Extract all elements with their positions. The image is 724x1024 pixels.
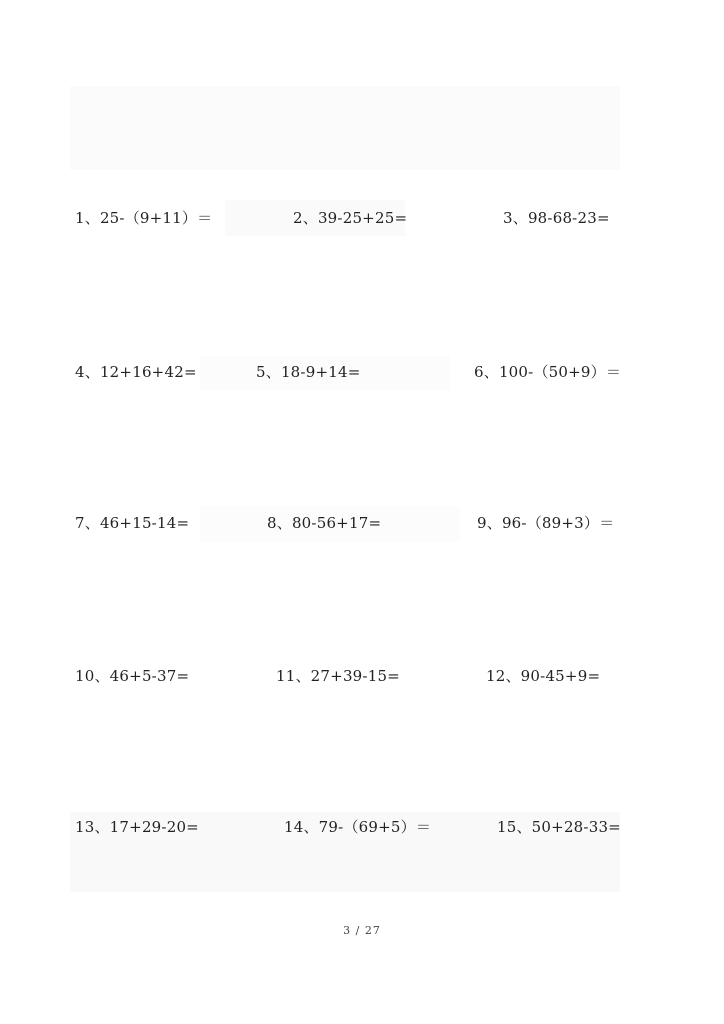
math-problem: 7、46+15-14= bbox=[75, 514, 190, 532]
problem-row bbox=[0, 815, 724, 839]
math-problem: 9、96-（89+3）＝ bbox=[477, 514, 615, 532]
math-problem: 2、39-25+25= bbox=[293, 209, 408, 227]
problem-row bbox=[0, 664, 724, 688]
faint-background-band bbox=[70, 86, 620, 170]
page-number: 3 / 27 bbox=[343, 924, 381, 937]
math-problem: 14、79-（69+5）＝ bbox=[284, 818, 432, 836]
math-problem: 8、80-56+17= bbox=[267, 514, 382, 532]
math-problem: 4、12+16+42= bbox=[75, 363, 197, 381]
math-problem: 12、90-45+9= bbox=[486, 667, 601, 685]
math-problem: 13、17+29-20= bbox=[75, 818, 199, 836]
problem-row bbox=[0, 511, 724, 535]
math-problem: 5、18-9+14= bbox=[256, 363, 361, 381]
math-problem: 1、25-（9+11）＝ bbox=[75, 209, 213, 227]
math-problem: 6、100-（50+9）＝ bbox=[474, 363, 622, 381]
math-problem: 11、27+39-15= bbox=[276, 667, 400, 685]
problem-row bbox=[0, 360, 724, 384]
math-problem: 15、50+28-33= bbox=[497, 818, 621, 836]
problem-row bbox=[0, 206, 724, 230]
math-problem: 3、98-68-23= bbox=[503, 209, 610, 227]
math-problem: 10、46+5-37= bbox=[75, 667, 190, 685]
